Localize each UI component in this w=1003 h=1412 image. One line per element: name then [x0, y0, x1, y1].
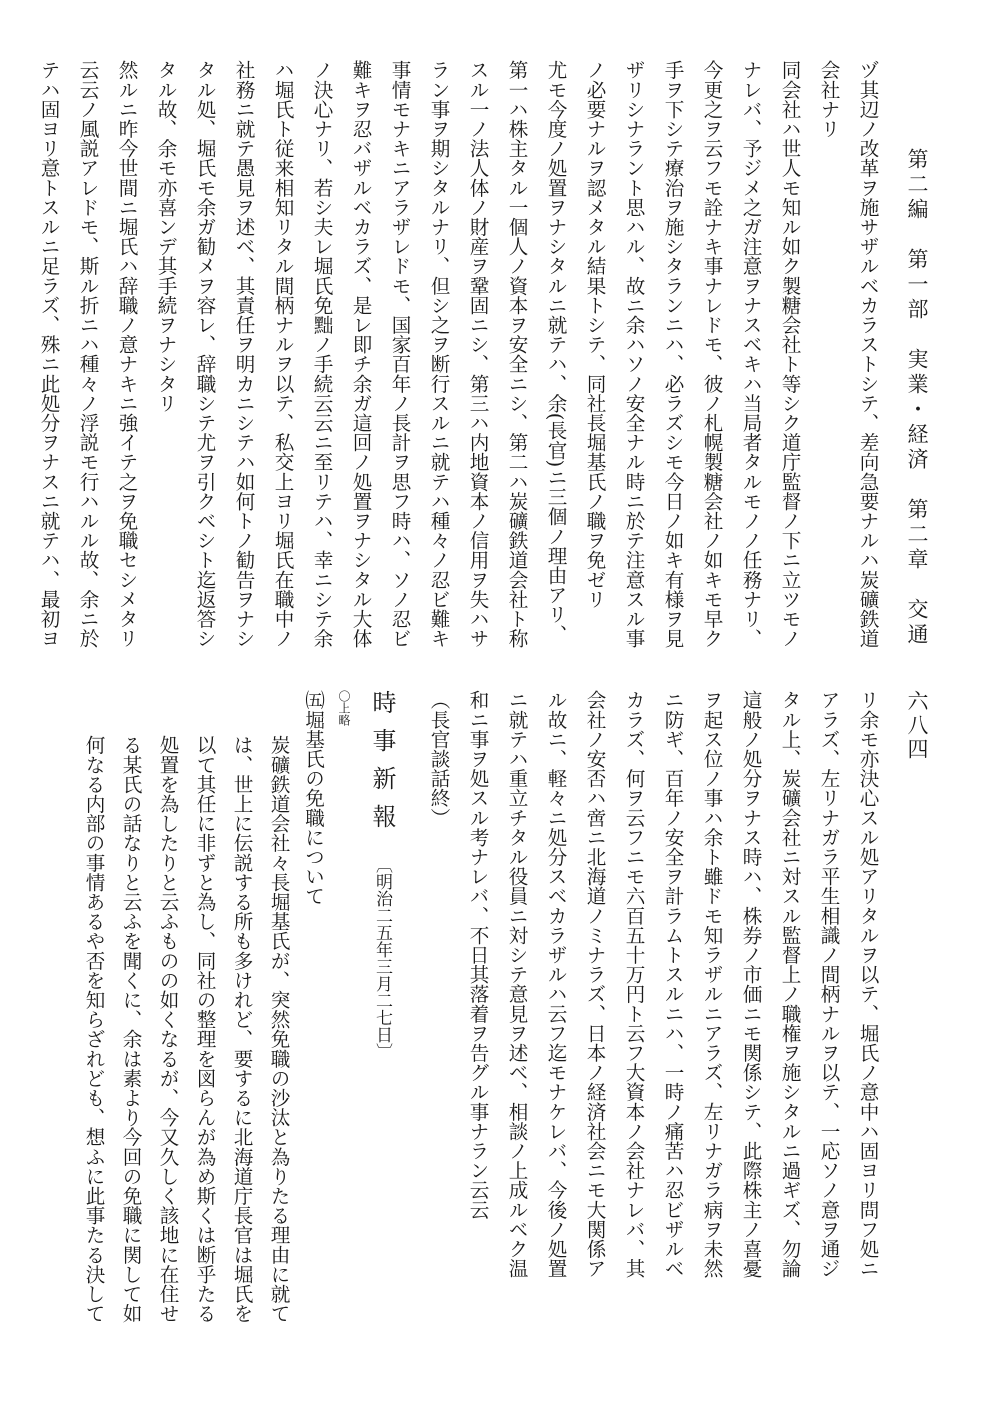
text-line: 第一ハ株主タル一個人ノ資本ヲ安全ニシ、第二ハ炭礦鉄道会社ト称 [505, 60, 528, 648]
text-line: 難キヲ忍バザルベカラズ、是レ即チ余ガ這回ノ処置ヲナシタル大体 [349, 60, 372, 648]
text-line: 以て其任に非ずと為し、同社の整理を図らんが為め斯くは断乎たる [193, 735, 216, 1323]
text-line: アラズ、左リナガラ平生相識ノ間柄ナルヲ以テ、一応ソノ意ヲ通ジ [817, 690, 840, 1278]
closing-note: （長官談話終） [427, 690, 450, 828]
text-line: ザリシナラント思ハル、故ニ余ハソノ安全ナル時ニ於テ注意スル事 [622, 60, 645, 648]
text-line: 這般ノ処分ヲナス時ハ、株券ノ市価ニモ関係シテ、此際株主ノ喜憂 [739, 690, 762, 1278]
text-line: 会社ノ安否ハ啻ニ北海道ノミナラズ、日本ノ経済社会ニモ大関係ア [583, 690, 606, 1278]
text-line: タル上、炭礦会社ニ対スル監督上ノ職権ヲ施シタルニ過ギズ、勿論 [778, 690, 801, 1278]
text-line: は、世上に伝説する所も多けれど、要するに北海道庁長官は堀氏を [230, 735, 253, 1323]
text-line: る某氏の話なりと云ふを聞くに、余は素より今回の免職に関して如 [119, 735, 142, 1323]
text-line: 云云ノ風説アレドモ、斯ル折ニハ種々ノ浮説モ行ハルル故、余ニ於 [76, 60, 99, 648]
text-line: カラズ、何ヲ云フニモ六百五十万円ト云フ大資本ノ会社ナレバ、其 [622, 690, 645, 1278]
speech-text-top [37, 60, 887, 660]
text-line: タル故、余モ亦喜ンデ其手続ヲナシタリ [154, 60, 177, 413]
text-line: 炭礦鉄道会社々長堀基氏が、突然免職の沙汰と為りたる理由に就て [267, 735, 290, 1323]
text-line: 処置を為したりと云ふものの如くなるが、今又久しく該地に在住せ [156, 735, 179, 1323]
text-line: ノ必要ナルヲ認メタル結果トシテ、同社長堀基氏ノ職ヲ免ゼリ [583, 60, 606, 609]
omission-mark: 〇上略 [337, 690, 351, 726]
text-line: ル故ニ、軽々ニ処分スベカラザルハ云フ迄モナケレバ、今後ノ処置 [544, 690, 567, 1278]
text-line: ナレバ、予ジメ之ガ注意ヲナスベキハ当局者タルモノノ任務ナリ、 [739, 60, 762, 648]
text-line: 会社ナリ [817, 60, 840, 139]
text-line: 社務ニ就テ愚見ヲ述ベ、其責任ヲ明カニシテハ如何トノ勧告ヲナシ [232, 60, 255, 648]
text-line: ニ防ギ、百年ノ安全ヲ計ラムトスルニハ、一時ノ痛苦ハ忍ビザルベ [661, 690, 684, 1278]
text-line: 尤モ今度ノ処置ヲナシタルニ就テハ、余(長官)ニ三個ノ理由アリ、 [544, 60, 567, 644]
source-title: 時事新報 [368, 690, 396, 842]
article-heading: ㈤堀基氏の免職について [301, 690, 325, 906]
text-line: ノ決心ナリ、若シ夫レ堀氏免黜ノ手続云云ニ至リテハ、幸ニシテ余 [310, 60, 333, 648]
text-line: 和ニ事ヲ処スル考ナレバ、不日其落着ヲ告グル事ナラン云云 [466, 690, 489, 1220]
text-line: 今更之ヲ云フモ詮ナキ事ナレドモ、彼ノ札幌製糖会社ノ如キモ早ク [700, 60, 723, 648]
source-citation [370, 690, 394, 1060]
text-line: スル一ノ法人体ノ財産ヲ鞏固ニシ、第三ハ内地資本ノ信用ヲ失ハサ [466, 60, 489, 648]
text-line: 何なる内部の事情あるや否を知らざれども、想ふに此事たる決して [82, 735, 105, 1323]
text-line: 然ルニ昨今世間ニ堀氏ハ辞職ノ意ナキニ強イテ之ヲ免職セシメタリ [115, 60, 138, 648]
text-line: タル処、堀氏モ余ガ勧メヲ容レ、辞職シテ尤ヲ引クベシト迄返答シ [193, 60, 216, 648]
text-line: 事情モナキニアラザレドモ、国家百年ノ長計ヲ思フ時ハ、ソノ忍ビ [388, 60, 411, 648]
text-line: ヲ起ス位ノ事ハ余ト雖ドモ知ラザルニアラズ、左リナガラ病ヲ未然 [700, 690, 723, 1278]
running-head: 第二編 第一部 実業・経済 第二章 交通 [905, 148, 929, 648]
page-number: 六八四 [905, 690, 929, 762]
text-line: ヅ其辺ノ改革ヲ施サザルベカラストシテ、差向急要ナルハ炭礦鉄道 [856, 60, 879, 648]
text-line: 手ヲ下シテ療治ヲ施シタランニハ、必ラズシモ今日ノ如キ有様ヲ見 [661, 60, 684, 648]
text-line: ニ就テハ重立チタル役員ニ対シテ意見ヲ述ベ、相談ノ上成ルベク温 [505, 690, 528, 1278]
text-line: 同会社ハ世人モ知ル如ク製糖会社ト等シク道庁監督ノ下ニ立ツモノ [778, 60, 801, 648]
text-line: テハ固ヨリ意トスルニ足ラズ、殊ニ此処分ヲナスニ就テハ、最初ヨ [37, 60, 60, 648]
text-line: ラン事ヲ期シタルナリ、但シ之ヲ断行スルニ就テハ種々ノ忍ビ難キ [427, 60, 450, 648]
source-date: 〔明治二五年三月二七日〕 [372, 856, 392, 1060]
speech-text-continued [427, 690, 887, 1320]
text-line: リ余モ亦決心スル処アリタルヲ以テ、堀氏ノ意中ハ固ヨリ問フ処ニ [856, 690, 879, 1278]
text-line: ハ堀氏ト従来相知リタル間柄ナルヲ以テ、私交上ヨリ堀氏在職中ノ [271, 60, 294, 648]
article-text [75, 735, 297, 1355]
